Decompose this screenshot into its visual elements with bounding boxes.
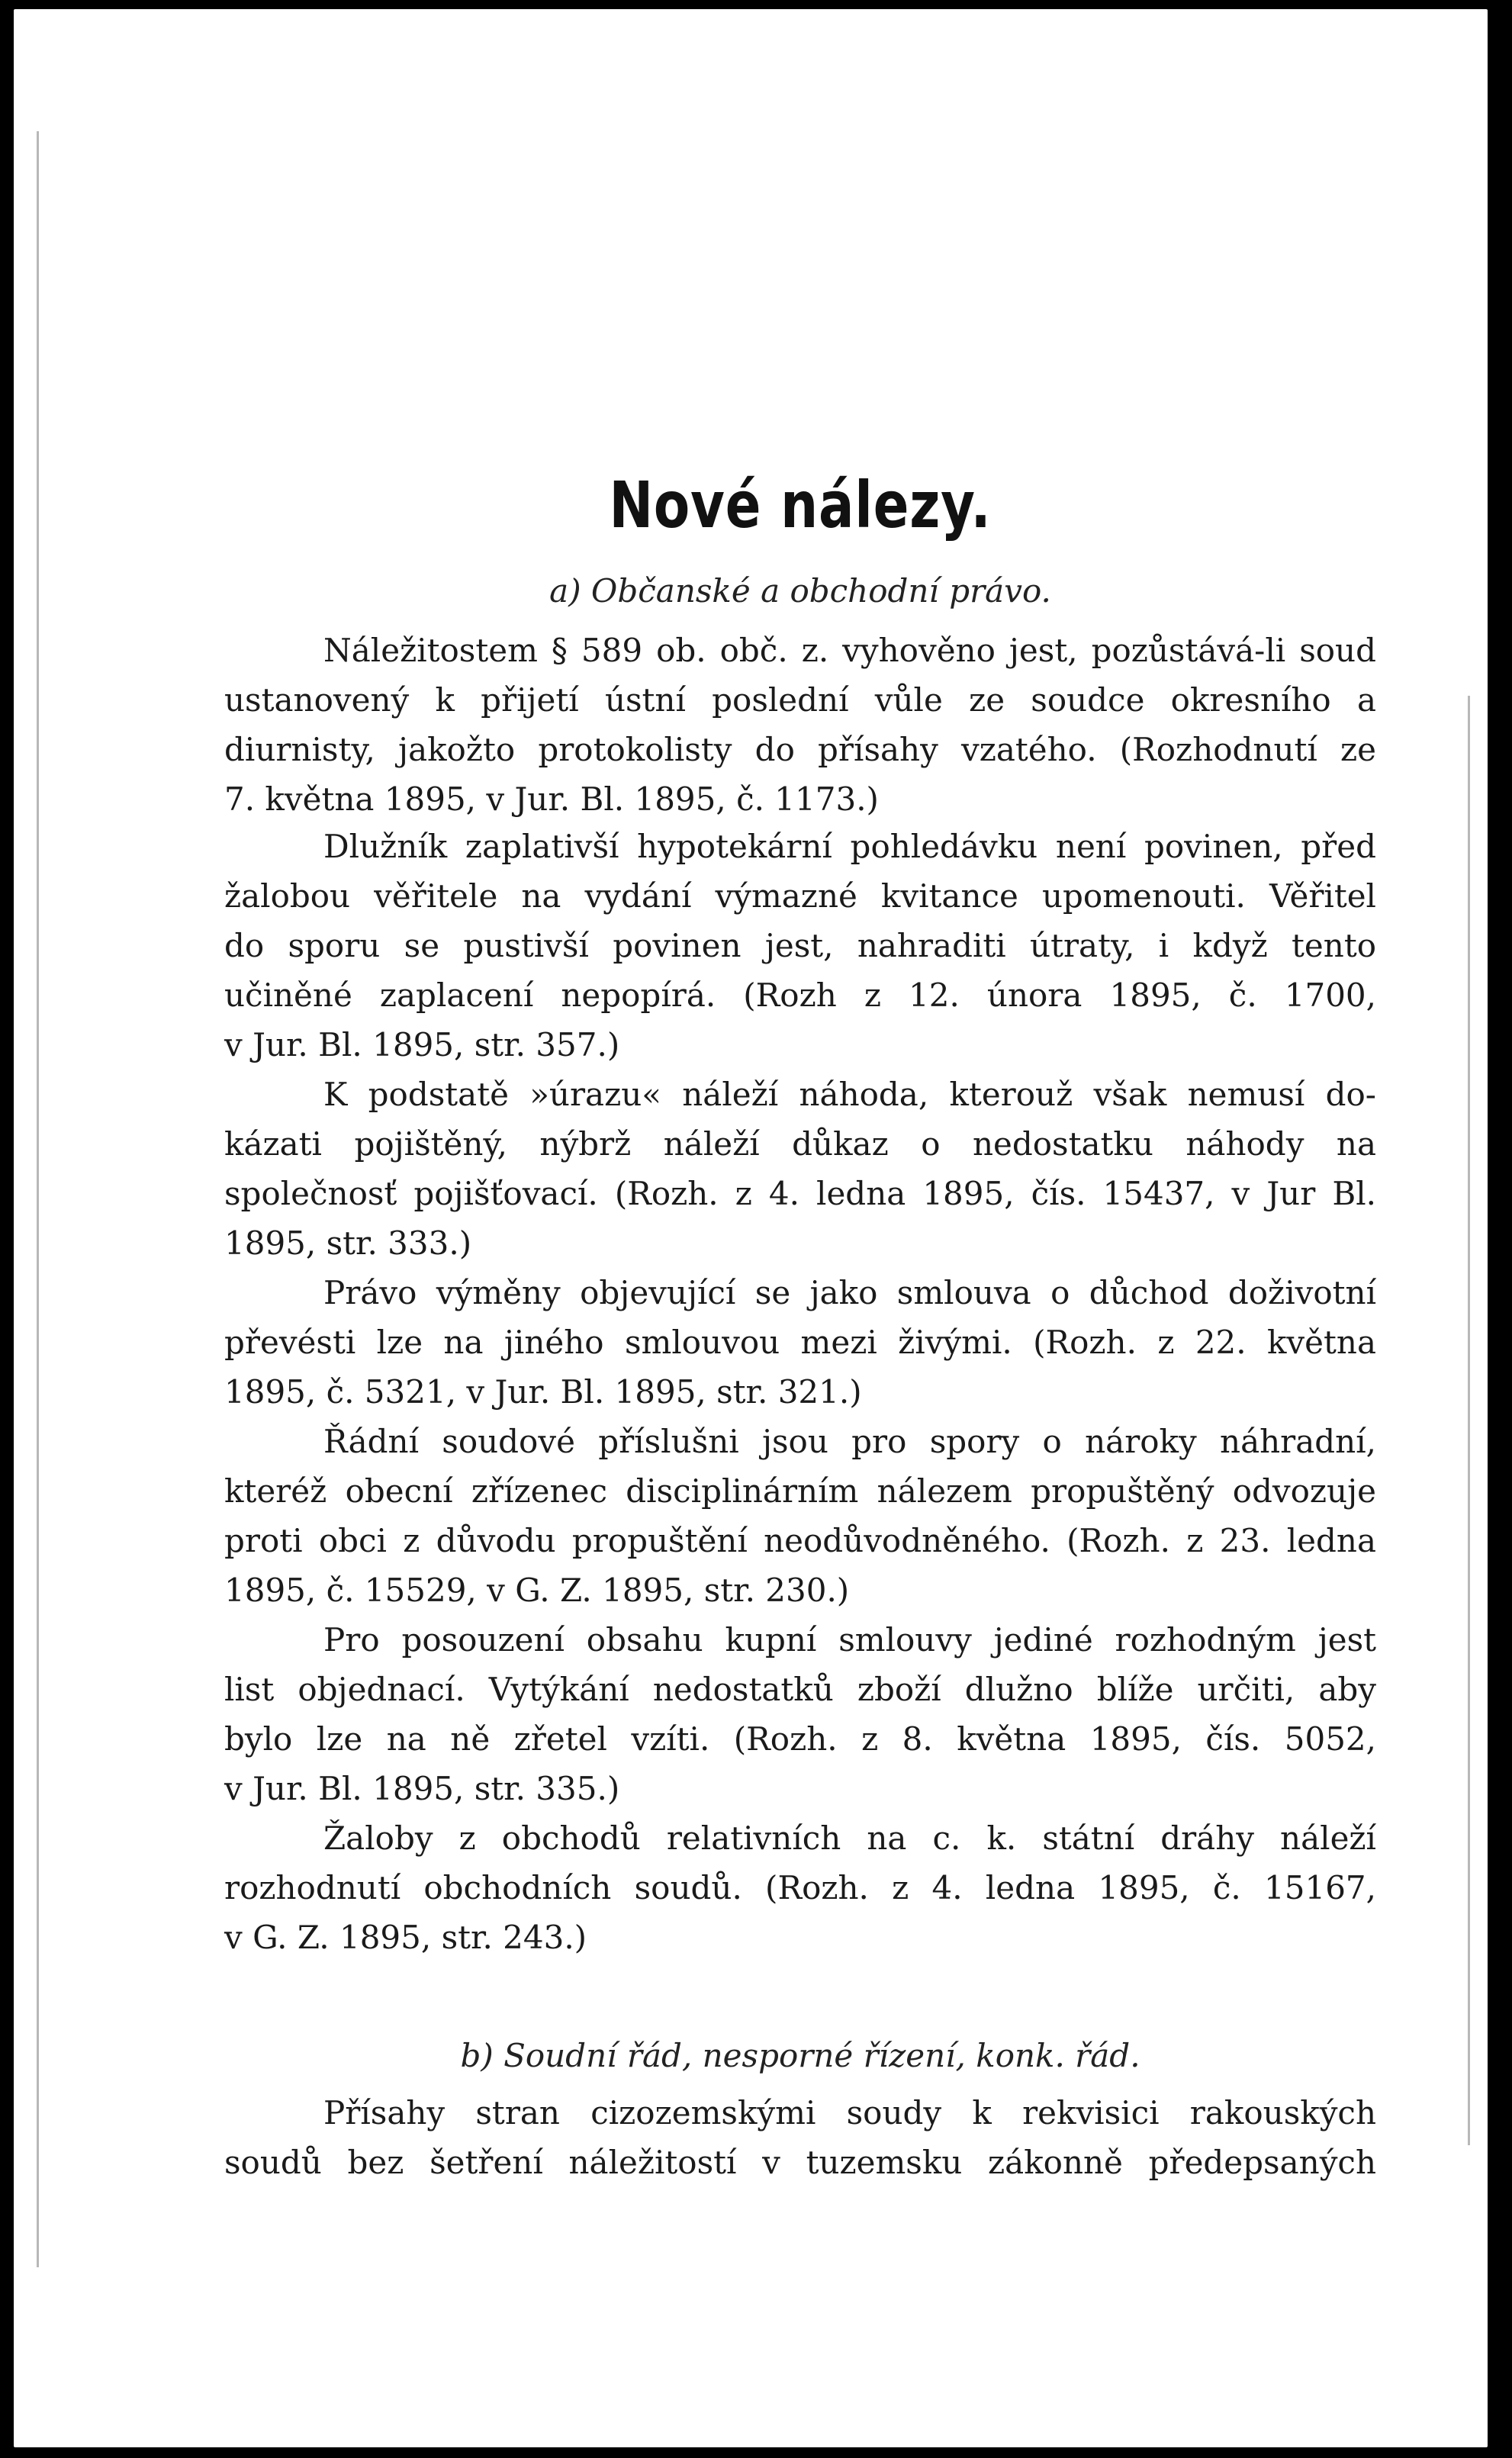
text-line: převésti lze na jiného smlouvou mezi živými. (Rozh. z 22. května [224, 1324, 1376, 1361]
paragraph [224, 1268, 1376, 1417]
text-line: 1895, str. 333.) [224, 1224, 472, 1262]
text-line: 1895, č. 15529, v G. Z. 1895, str. 230.) [224, 1572, 850, 1609]
paragraph [224, 1813, 1376, 1962]
text-line: 1895, č. 5321, v Jur. Bl. 1895, str. 321.) [224, 1373, 862, 1411]
text-line: diurnisty, jakožto protokolisty do přísahy vzatého. (Rozhodnutí ze [224, 731, 1376, 768]
text-line: Žaloby z obchodů relativních na c. k. státní dráhy náleží [323, 1819, 1376, 1857]
text-line: proti obci z důvodu propuštění neodůvodněného. (Rozh. z 23. ledna [224, 1522, 1376, 1559]
scan-edge-mark [37, 131, 39, 2267]
paragraph [224, 1615, 1376, 1813]
section-heading-a: a) Občanské a obchodní právo. [549, 572, 1051, 610]
text-line: ustanovený k přijetí ústní poslední vůle ze soudce okresního a [224, 681, 1376, 719]
text-line: v G. Z. 1895, str. 243.) [224, 1919, 587, 1956]
text-line: Náležitostem § 589 ob. obč. z. vyhověno jest, pozůstává-li soud [323, 632, 1376, 669]
page-title: Nové nálezy. [609, 468, 992, 542]
text-line: Přísahy stran cizozemskými soudy k rekvisici rakouských [323, 2094, 1376, 2131]
paragraph [224, 1417, 1376, 1615]
section-heading-b: b) Soudní řád, nesporné řízení, konk. řád. [460, 2037, 1140, 2074]
paragraph [224, 626, 1376, 824]
text-line: kázati pojištěný, nýbrž náleží důkaz o nedostatku náhody na [224, 1125, 1376, 1163]
text-line: soudů bez šetření náležitostí v tuzemsku zákonně předepsaných [224, 2144, 1376, 2181]
paragraph [224, 822, 1376, 1070]
text-line: Dlužník zaplativší hypotekární pohledávku není povinen, před [323, 828, 1376, 865]
text-line: Pro posouzení obsahu kupní smlouvy jediné rozhodným jest [323, 1621, 1376, 1659]
text-line: list objednací. Vytýkání nedostatků zboží dlužno blíže určiti, aby [224, 1671, 1376, 1708]
text-line: v Jur. Bl. 1895, str. 335.) [224, 1770, 620, 1807]
text-line: bylo lze na ně zřetel vzíti. (Rozh. z 8. května 1895, čís. 5052, [224, 1720, 1376, 1758]
text-line: v Jur. Bl. 1895, str. 357.) [224, 1026, 620, 1063]
paragraph [224, 2088, 1376, 2187]
scanned-page [14, 9, 1488, 2447]
text-line: kteréž obecní zřízenec disciplinárním nálezem propuštěný odvozuje [224, 1472, 1376, 1510]
text-line: Právo výměny objevující se jako smlouva o důchod doživotní [323, 1274, 1376, 1311]
text-line: společnosť pojišťovací. (Rozh. z 4. ledna 1895, čís. 15437, v Jur Bl. [224, 1175, 1376, 1212]
scan-edge-mark [1468, 696, 1470, 2145]
text-line: rozhodnutí obchodních soudů. (Rozh. z 4. ledna 1895, č. 15167, [224, 1869, 1376, 1906]
text-line: 7. května 1895, v Jur. Bl. 1895, č. 1173.) [224, 780, 879, 818]
paragraph [224, 1070, 1376, 1268]
text-line: do sporu se pustivší povinen jest, nahraditi útraty, i když tento [224, 927, 1376, 964]
text-line: Řádní soudové příslušni jsou pro spory o nároky náhradní, [323, 1423, 1376, 1460]
text-line: učiněné zaplacení nepopírá. (Rozh z 12. února 1895, č. 1700, [224, 976, 1376, 1014]
text-line: K podstatě »úrazu« náleží náhoda, kterouž však nemusí do- [323, 1076, 1376, 1113]
text-line: žalobou věřitele na vydání výmazné kvitance upomenouti. Věřitel [224, 877, 1376, 915]
